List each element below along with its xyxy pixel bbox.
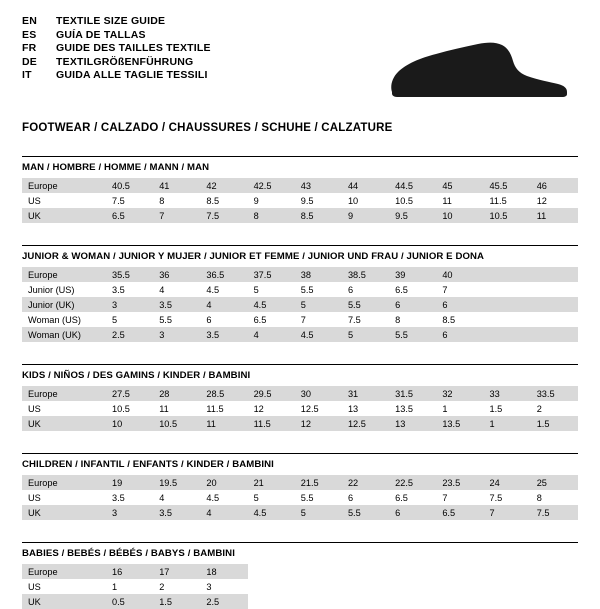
- cell: 3.5: [112, 492, 125, 503]
- document-header: [22, 16, 578, 108]
- language-code: ES: [22, 28, 37, 41]
- cell: 8.5: [442, 314, 456, 325]
- language-row: [22, 16, 211, 30]
- language-code: EN: [22, 15, 37, 27]
- section-title: MAN / HOMBRE / HOMME / MANN / MAN: [22, 156, 578, 178]
- cell: 8.5: [206, 195, 220, 206]
- cell: 12: [536, 195, 547, 206]
- cell: 2.5: [200, 594, 247, 609]
- cell: [484, 282, 531, 297]
- table-row: [22, 267, 578, 282]
- cell: 10.5: [153, 416, 200, 431]
- cell: 7.5: [347, 314, 361, 325]
- cell-empty: [484, 564, 531, 579]
- cell: 3: [153, 327, 200, 342]
- cell: 3: [106, 505, 153, 520]
- cell: 10.5: [395, 195, 414, 206]
- cell-empty: [484, 594, 531, 609]
- table-row: [22, 178, 578, 193]
- cell: 41: [153, 178, 200, 193]
- table-row: [22, 490, 578, 505]
- cell: 10.5: [484, 208, 531, 223]
- cell: 1: [442, 403, 448, 414]
- cell: 10: [106, 416, 153, 431]
- cell-empty: [248, 594, 295, 609]
- cell: 32: [436, 386, 483, 401]
- language-title: TEXTILGRÖßENFÜHRUNG: [56, 55, 194, 68]
- row-label: Europe: [22, 564, 106, 579]
- language-title: GUIDE DES TAILLES TEXTILE: [56, 42, 211, 54]
- section-title: KIDS / NIÑOS / DES GAMINS / KINDER / BAMBINI: [22, 364, 578, 386]
- cell: 13: [347, 403, 359, 414]
- cell-empty: [389, 564, 436, 579]
- cell: 3.5: [200, 327, 247, 342]
- cell: 12.5: [342, 416, 389, 431]
- row-label: UK: [22, 416, 106, 431]
- cell: 7: [484, 505, 531, 520]
- row-label: US: [28, 195, 41, 206]
- cell: 6: [436, 327, 483, 342]
- cell: [531, 267, 578, 282]
- row-label: Woman (UK): [22, 327, 106, 342]
- cell: 1.5: [489, 403, 503, 414]
- cell: 45: [436, 178, 483, 193]
- row-label: Europe: [22, 475, 106, 490]
- row-label: UK: [22, 208, 106, 223]
- section-title: BABIES / BEBÉS / BÉBÉS / BABYS / BAMBINI: [22, 542, 578, 564]
- cell: 2: [159, 581, 165, 592]
- cell: 43: [295, 178, 342, 193]
- row-label: Europe: [22, 178, 106, 193]
- cell: 6.5: [395, 284, 408, 295]
- row-label: US: [28, 581, 41, 592]
- cell: 19.5: [153, 475, 200, 490]
- cell: 5.5: [300, 492, 314, 503]
- cell: 1.5: [531, 416, 578, 431]
- cell: 13: [389, 416, 436, 431]
- cell: 7.5: [200, 208, 247, 223]
- cell: 10: [436, 208, 483, 223]
- cell: 6.5: [253, 314, 267, 325]
- cell: [484, 297, 531, 312]
- cell: 4.5: [248, 297, 295, 312]
- row-label: Junior (UK): [22, 297, 106, 312]
- cell: 22.5: [389, 475, 436, 490]
- cell: 13.5: [436, 416, 483, 431]
- cell: 16: [106, 564, 153, 579]
- language-title: GUÍA DE TALLAS: [56, 28, 146, 41]
- section-title: JUNIOR & WOMAN / JUNIOR Y MUJER / JUNIOR ET FEMME / JUNIOR UND FRAU / JUNIOR E DONA: [22, 245, 578, 267]
- cell: 8: [159, 195, 165, 206]
- cell: 9.5: [300, 195, 314, 206]
- table-row: [22, 386, 578, 401]
- row-label: US: [28, 403, 41, 414]
- cell: 21.5: [295, 475, 342, 490]
- cell: 40.5: [106, 178, 153, 193]
- cell: 45.5: [484, 178, 531, 193]
- cell: 36.5: [200, 267, 247, 282]
- cell: 31.5: [389, 386, 436, 401]
- table-row: [22, 312, 578, 327]
- cell: 6: [347, 284, 354, 295]
- cell: 3: [106, 297, 153, 312]
- cell: 4.5: [206, 284, 220, 295]
- cell: 38.5: [342, 267, 389, 282]
- cell: 44: [342, 178, 389, 193]
- cell: 3.5: [153, 505, 200, 520]
- cell: 1: [112, 581, 118, 592]
- cell: 9: [253, 195, 259, 206]
- cell: 8.5: [295, 208, 342, 223]
- language-code: DE: [22, 55, 37, 68]
- dress-shoe-icon: [380, 34, 570, 104]
- cell-empty: [436, 579, 483, 594]
- cell: 6: [389, 297, 436, 312]
- row-label: Europe: [22, 386, 106, 401]
- cell: 4.5: [206, 492, 220, 503]
- cell: 38: [295, 267, 342, 282]
- cell: 11.5: [489, 195, 507, 206]
- language-title-table: [22, 16, 211, 84]
- cell: 7.5: [489, 492, 503, 503]
- table-row: [22, 579, 578, 594]
- cell: 6: [347, 492, 354, 503]
- cell: 4: [159, 284, 165, 295]
- cell: 44.5: [389, 178, 436, 193]
- table-row: [22, 475, 578, 490]
- cell: 9: [342, 208, 389, 223]
- cell-empty: [248, 579, 295, 594]
- size-table-kids: [22, 386, 578, 431]
- cell-empty: [342, 564, 389, 579]
- cell: 2.5: [106, 327, 153, 342]
- cell: 5: [342, 327, 389, 342]
- cell: 21: [248, 475, 295, 490]
- cell: 5.5: [159, 314, 172, 325]
- cell: 42.5: [248, 178, 295, 193]
- cell: 37.5: [248, 267, 295, 282]
- row-label: Woman (US): [28, 314, 81, 325]
- cell: 29.5: [248, 386, 295, 401]
- cell: 10: [347, 195, 359, 206]
- cell: 5: [112, 314, 118, 325]
- cell: 33.5: [531, 386, 578, 401]
- cell: 3: [206, 581, 212, 592]
- cell: 4: [248, 327, 295, 342]
- cell: 8: [536, 492, 542, 503]
- cell: 12: [295, 416, 342, 431]
- cell: 11.5: [206, 403, 224, 414]
- cell: 7: [442, 492, 448, 503]
- size-table-children: [22, 475, 578, 520]
- row-label: Junior (US): [28, 284, 75, 295]
- cell-empty: [531, 564, 578, 579]
- cell: 6.5: [436, 505, 483, 520]
- cell-empty: [342, 594, 389, 609]
- table-row: [22, 193, 578, 208]
- table-row: [22, 594, 578, 609]
- cell: 6.5: [395, 492, 408, 503]
- cell: 12.5: [300, 403, 319, 414]
- cell: 33: [484, 386, 531, 401]
- size-table-man: [22, 178, 578, 223]
- cell: 4.5: [248, 505, 295, 520]
- cell: 4: [200, 297, 247, 312]
- cell: 30: [295, 386, 342, 401]
- cell: 22: [342, 475, 389, 490]
- table-row: [22, 505, 578, 520]
- cell: 3.5: [112, 284, 125, 295]
- cell-empty: [484, 579, 531, 594]
- cell: 5: [253, 284, 259, 295]
- language-row: [22, 70, 211, 84]
- cell: 3.5: [153, 297, 200, 312]
- cell: 28.5: [200, 386, 247, 401]
- language-code: FR: [22, 42, 37, 54]
- cell: 11: [442, 195, 452, 206]
- cell: 39: [389, 267, 436, 282]
- cell: 2: [536, 403, 542, 414]
- language-code: IT: [22, 69, 32, 81]
- cell: 0.5: [106, 594, 153, 609]
- cell: 20: [200, 475, 247, 490]
- language-title: GUIDA ALLE TAGLIE TESSILI: [56, 69, 208, 81]
- row-label: US: [28, 492, 41, 503]
- cell: [531, 297, 578, 312]
- table-row: [22, 564, 578, 579]
- cell: 9.5: [389, 208, 436, 223]
- language-row: [22, 43, 211, 57]
- cell-empty: [389, 594, 436, 609]
- table-row: [22, 208, 578, 223]
- cell: 5: [253, 492, 259, 503]
- cell: 7.5: [112, 195, 125, 206]
- cell: [484, 312, 531, 327]
- cell: 11: [531, 208, 578, 223]
- cell: 6: [206, 314, 212, 325]
- cell: 24: [484, 475, 531, 490]
- cell: 17: [153, 564, 200, 579]
- cell: 5: [295, 297, 342, 312]
- cell: [484, 327, 531, 342]
- cell: 13.5: [395, 403, 414, 414]
- cell: 19: [106, 475, 153, 490]
- cell: 18: [200, 564, 247, 579]
- cell-empty: [248, 564, 295, 579]
- cell: 46: [531, 178, 578, 193]
- cell: 4: [200, 505, 247, 520]
- cell: 28: [153, 386, 200, 401]
- cell: 8: [248, 208, 295, 223]
- cell: 6: [389, 505, 436, 520]
- cell: 25: [531, 475, 578, 490]
- table-row: [22, 327, 578, 342]
- cell: 31: [342, 386, 389, 401]
- cell-empty: [436, 564, 483, 579]
- cell: 11.5: [248, 416, 295, 431]
- cell: [531, 312, 578, 327]
- cell: 12: [253, 403, 264, 414]
- cell: 1: [484, 416, 531, 431]
- language-row: [22, 57, 211, 71]
- cell: 5.5: [389, 327, 436, 342]
- section-babies: [22, 542, 578, 609]
- table-row: [22, 416, 578, 431]
- cell-empty: [531, 594, 578, 609]
- cell: 35.5: [106, 267, 153, 282]
- cell: 7: [153, 208, 200, 223]
- section-man: [22, 156, 578, 223]
- size-table-junior-woman: [22, 267, 578, 342]
- cell-empty: [295, 594, 342, 609]
- row-label: UK: [22, 594, 106, 609]
- cell: [531, 327, 578, 342]
- cell: 5.5: [342, 505, 389, 520]
- cell: 42: [200, 178, 247, 193]
- cell: 7: [442, 284, 448, 295]
- cell-empty: [531, 579, 578, 594]
- size-table-babies: [22, 564, 578, 609]
- cell: 40: [436, 267, 483, 282]
- table-row: [22, 297, 578, 312]
- section-title: CHILDREN / INFANTIL / ENFANTS / KINDER / BAMBINI: [22, 453, 578, 475]
- table-row: [22, 282, 578, 297]
- cell: [531, 282, 578, 297]
- section-children: [22, 453, 578, 520]
- cell: 11: [159, 403, 169, 414]
- cell: 4: [159, 492, 165, 503]
- section-kids: [22, 364, 578, 431]
- cell: 27.5: [106, 386, 153, 401]
- cell: 11: [200, 416, 247, 431]
- language-title: TEXTILE SIZE GUIDE: [56, 15, 166, 27]
- cell: 7.5: [531, 505, 578, 520]
- cell: 5.5: [342, 297, 389, 312]
- cell: 8: [395, 314, 401, 325]
- cell-empty: [295, 579, 342, 594]
- row-label: Europe: [22, 267, 106, 282]
- row-label: UK: [22, 505, 106, 520]
- cell-empty: [389, 579, 436, 594]
- cell: 6.5: [106, 208, 153, 223]
- cell: 36: [153, 267, 200, 282]
- cell: [484, 267, 531, 282]
- language-row: [22, 30, 211, 44]
- table-row: [22, 401, 578, 416]
- cell: 6: [436, 297, 483, 312]
- page-title: FOOTWEAR / CALZADO / CHAUSSURES / SCHUHE / CALZATURE: [22, 122, 393, 134]
- cell-empty: [342, 579, 389, 594]
- cell: 4.5: [295, 327, 342, 342]
- section-junior-woman: [22, 245, 578, 342]
- cell: 23.5: [436, 475, 483, 490]
- cell: 7: [300, 314, 306, 325]
- cell-empty: [436, 594, 483, 609]
- cell: 10.5: [112, 403, 130, 414]
- cell: 5: [295, 505, 342, 520]
- cell: 5.5: [300, 284, 314, 295]
- cell-empty: [295, 564, 342, 579]
- cell: 1.5: [153, 594, 200, 609]
